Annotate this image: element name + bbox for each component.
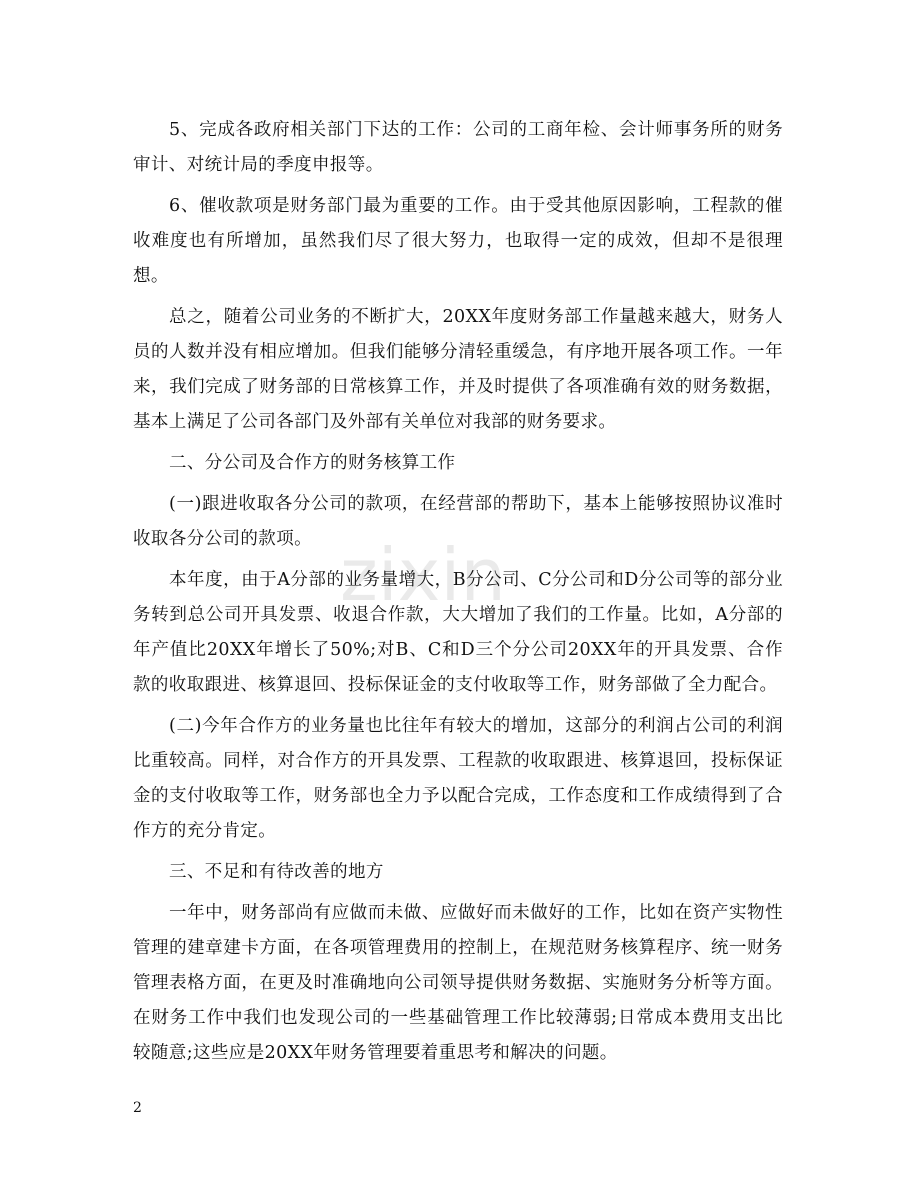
paragraph-summary: 总之，随着公司业务的不断扩大，20XX年度财务部工作量越来越大，财务人员的人数并没有相应增加。但我们能够分清轻重缓急，有序地开展各项工作。一年来，我们完成了财务部的日常核算工作，并及时提供了各项准确有效的财务数据，基本上满足了公司各部门及外部有关单位对我部的财务要求。 bbox=[133, 307, 783, 432]
page-number: 2 bbox=[133, 1100, 142, 1116]
paragraph-item-6: 6、催收款项是财务部门最为重要的工作。由于受其他原因影响，工程款的催收难度也有所增加，虽然我们尽了很大努力，也取得一定的成效，但却不是很理想。 bbox=[133, 196, 783, 286]
paragraph-sub-1: (一)跟进收取各分公司的款项，在经营部的帮助下，基本上能够按照协议准时收取各分公司的款项。 bbox=[133, 494, 783, 549]
section-heading-2: 二、分公司及合作方的财务核算工作 bbox=[169, 453, 456, 473]
svg-text:zixin: zixin bbox=[340, 533, 507, 617]
paragraph-item-5: 5、完成各政府相关部门下达的工作：公司的工商年检、会计师事务所的财务审计、对统计局的季度申报等。 bbox=[133, 120, 783, 175]
paragraph-this-year: 本年度，由于A分部的业务量增大，B分公司、C分公司和D分公司等的部分业务转到总公司开具发票、收退合作款，大大增加了我们的工作量。比如，A分部的年产值比20XX年增长了50%;对B、C和D三个分公司20XX年的开具发票、合作款的收取跟进、核算退回、投标保证金的支付收取等工作，财务部做了全力配合。 bbox=[133, 570, 783, 695]
paragraph-sub-2: (二)今年合作方的业务量也比往年有较大的增加，这部分的利润占公司的利润比重较高。同样，对合作方的开具发票、工程款的收取跟进、核算退回，投标保证金的支付收取等工作，财务部也全力予以配合完成，工作态度和工作成绩得到了合作方的充分肯定。 bbox=[133, 716, 783, 841]
section-heading-3: 三、不足和有待改善的地方 bbox=[169, 862, 384, 882]
document-body bbox=[133, 113, 783, 1077]
paragraph-shortcomings: 一年中，财务部尚有应做而未做、应做好而未做好的工作，比如在资产实物性管理的建章建卡方面，在各项管理费用的控制上，在规范财务核算程序、统一财务管理表格方面，在更及时准确地向公司领导提供财务数据、实施财务分析等方面。在财务工作中我们也发现公司的一些基础管理工作比较薄弱;日常成本费用支出比较随意;这些应是20XX年财务管理要着重思考和解决的问题。 bbox=[133, 903, 783, 1063]
